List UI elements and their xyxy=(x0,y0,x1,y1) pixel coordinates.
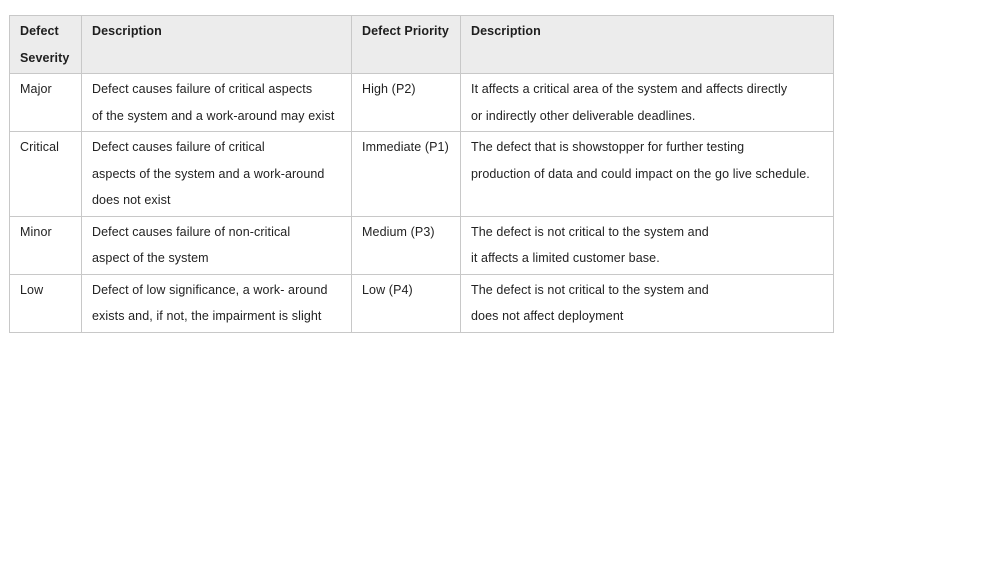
priority-description-cell xyxy=(461,274,834,332)
severity-cell: Critical xyxy=(10,132,82,217)
description-line: aspect of the system xyxy=(92,251,209,265)
description-line: it affects a limited customer base. xyxy=(471,251,660,265)
description-line: It affects a critical area of the system and affects directly xyxy=(471,82,788,96)
priority-description-cell xyxy=(461,74,834,132)
severity-cell: Minor xyxy=(10,216,82,274)
table-header-row xyxy=(10,16,834,74)
table-row xyxy=(10,132,834,217)
priority-cell: Immediate (P1) xyxy=(352,132,461,217)
description-line: of the system and a work-around may exist xyxy=(92,108,335,123)
description-line: does not exist xyxy=(92,193,171,207)
severity-description-cell xyxy=(82,74,352,132)
severity-cell: Major xyxy=(10,74,82,132)
defect-severity-priority-table xyxy=(9,15,834,333)
description-line: production of data and could impact on the go live schedule. xyxy=(471,166,810,181)
priority-description-cell xyxy=(461,216,834,274)
header-defect-severity-line: Severity xyxy=(20,50,70,65)
header-defect-severity-line: Defect xyxy=(20,24,59,38)
description-line: does not affect deployment xyxy=(471,309,624,323)
description-line: Defect of low significance, a work- around xyxy=(92,282,328,297)
header-defect-priority: Defect Priority xyxy=(352,16,461,74)
table-row xyxy=(10,216,834,274)
header-defect-severity xyxy=(10,16,82,74)
header-description: Description xyxy=(82,16,352,74)
description-line: aspects of the system and a work-around xyxy=(92,166,325,181)
severity-description-cell xyxy=(82,216,352,274)
description-line: The defect that is showstopper for further testing xyxy=(471,140,745,154)
description-line: or indirectly other deliverable deadlines. xyxy=(471,108,696,123)
table-row xyxy=(10,274,834,332)
description-line: The defect is not critical to the system and xyxy=(471,224,709,239)
table-row xyxy=(10,74,834,132)
priority-description-cell xyxy=(461,132,834,217)
description-line: Defect causes failure of critical xyxy=(92,140,265,154)
priority-cell: Medium (P3) xyxy=(352,216,461,274)
description-line: Defect causes failure of critical aspects xyxy=(92,82,313,96)
severity-description-cell xyxy=(82,274,352,332)
header-description: Description xyxy=(461,16,834,74)
priority-cell: High (P2) xyxy=(352,74,461,132)
severity-description-cell xyxy=(82,132,352,217)
priority-cell: Low (P4) xyxy=(352,274,461,332)
severity-cell: Low xyxy=(10,274,82,332)
description-line: Defect causes failure of non-critical xyxy=(92,224,291,239)
description-line: exists and, if not, the impairment is slight xyxy=(92,309,322,323)
description-line: The defect is not critical to the system and xyxy=(471,282,709,297)
